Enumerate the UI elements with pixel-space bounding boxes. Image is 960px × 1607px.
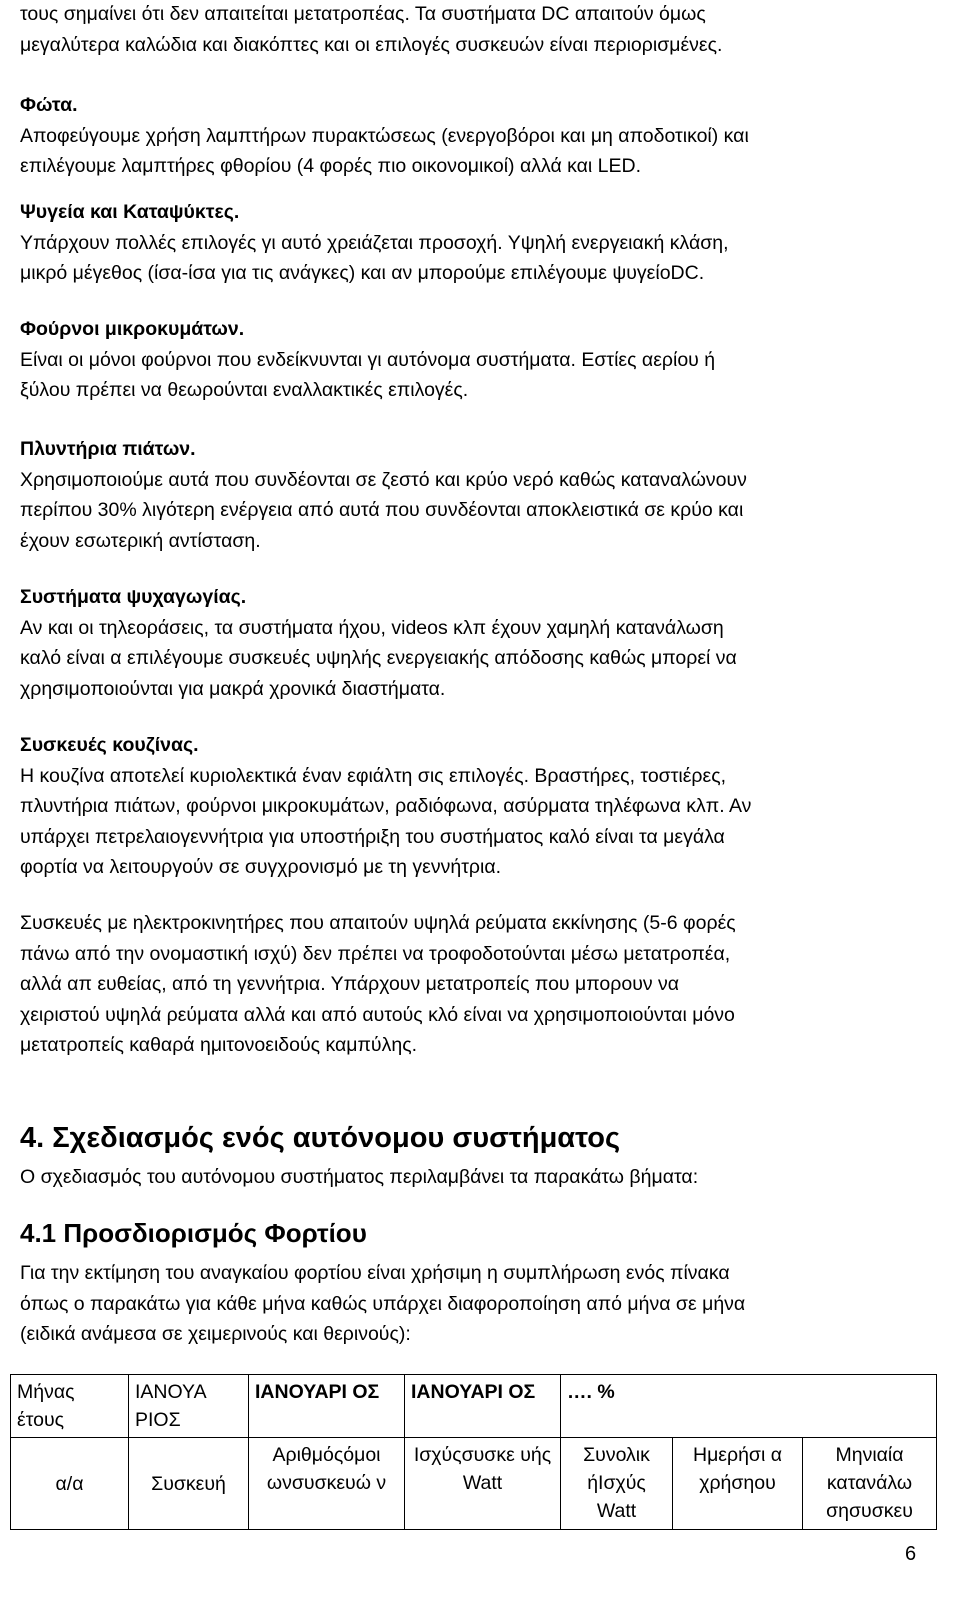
table-row [11,1375,937,1438]
fridges-section [20,197,940,289]
text-line: Αποφεύγουμε χρήση λαμπτήρων πυρακτώσεως (ενεργοβόροι και μη αποδοτικοί) και [20,124,749,147]
text-line: τους σημαίνει ότι δεν απαιτείται μετατροπέας. Τα συστήματα DC απαιτούν όμως [20,3,706,25]
dishwashers-section [20,434,940,556]
motors-paragraph [20,908,940,1061]
section-4-heading: 4. Σχεδιασμός ενός αυτόνομου συστήματος [20,1122,621,1154]
text-line: αλλά απ ευθείας, από τη γεννήτρια. Υπάρχουν μετατροπείς που μπορουν να [20,973,680,995]
section-4-1-heading: 4.1 Προσδιορισμός Φορτίου [20,1218,367,1248]
text-line: όπως ο παρακάτω για κάθε μήνα καθώς υπάρχει διαφοροποίηση από μήνα σε μήνα [20,1292,746,1315]
table-header-cell: Ημερήσι α χρήσηου [673,1438,803,1530]
text-line: πάνω από την ονομαστική ισχύ) δεν πρέπει να τροφοδοτούνται μέσω μετατροπέα, [20,942,731,965]
text-line: Αν και οι τηλεοράσεις, τα συστήματα ήχου, videos κλπ έχουν χαμηλή κατανάλωση [20,616,724,639]
text-line: φορτία να λειτουργούν σε συγχρονισμό με τη γεννήτρια. [20,856,502,878]
table-header-cell: α/α [11,1438,129,1530]
text-line: Για την εκτίμηση του αναγκαίου φορτίου είναι χρήσιμη η συμπλήρωση ενός πίνακα [20,1262,730,1284]
text-line: ξύλου πρέπει να θεωρούνται εναλλακτικές επιλογές. [20,379,469,401]
table-header-cell: Συσκευή [129,1438,249,1530]
text-line: υπάρχει πετρελαιογεννήτρια για υποστήριξη του συστήματος καλό είναι τα μεγάλα [20,825,725,848]
text-line: Ο σχεδιασμός του αυτόνομου συστήματος περιλαμβάνει τα παρακάτω βήματα: [20,1166,699,1188]
load-table [10,1374,937,1530]
text-line: μικρό μέγεθος (ίσα-ίσα για τις ανάγκες) και αν μπορούμε επιλέγουμε ψυγείοDC. [20,262,705,284]
kitchen-section [20,730,940,883]
text-line: έχουν εσωτερική αντίσταση. [20,529,261,552]
text-line: μεγαλύτερα καλώδια και διακόπτες και οι επιλογές συσκευών είναι περιορισμένες. [20,33,723,56]
page-number: 6 [905,1543,917,1565]
text-line: Συσκευές με ηλεκτροκινητήρες που απαιτούν υψηλά ρεύματα εκκίνησης (5-6 φορές [20,912,736,934]
microwaves-section [20,314,940,406]
text-line: μετατροπείς καθαρά ημιτονοειδούς καμπύλης. [20,1034,418,1056]
section-4-intro [20,1162,940,1193]
table-cell: ΙΑΝΟΥΑΡΙ ΟΣ [405,1375,561,1438]
text-line: Η κουζίνα αποτελεί κυριολεκτικά έναν εφιάλτη σις επιλογές. Βραστήρες, τοστιέρες, [20,764,727,787]
table-cell: …. % [561,1375,937,1438]
intro-paragraph [20,0,940,60]
table-header-cell: Μηνιαία κατανάλω σησυσκευ [803,1438,937,1530]
text-line: καλό είναι α επιλέγουμε συσκευές υψηλής ενεργειακής απόδοσης καθώς μπορεί να [20,647,737,669]
lights-section [20,90,940,182]
section-heading: Συσκευές κουζίνας. [20,734,199,756]
table-cell: ΙΑΝΟΥΑΡΙ ΟΣ [249,1375,405,1438]
table-cell: ΙΑΝΟΥΑ ΡΙΟΣ [129,1375,249,1438]
section-heading: Ψυγεία και Καταψύκτες. [20,201,240,223]
text-line: Χρησιμοποιούμε αυτά που συνδέονται σε ζεστό και κρύο νερό καθώς καταναλώνουν [20,468,747,491]
entertainment-section [20,582,940,704]
table-header-cell: Ισχύςσυσκε υής Watt [405,1438,561,1530]
table-cell: Μήνας έτους [11,1375,129,1438]
text-line: χρησιμοποιούνται για μακρά χρονικά διαστήματα. [20,677,446,700]
section-heading: Συστήματα ψυχαγωγίας. [20,586,247,608]
text-line: (ειδικά ανάμεσα σε χειμερινούς και θερινούς): [20,1323,411,1345]
table-header-cell: Αριθμόςόμοι ωνσυσκευώ ν [249,1438,405,1530]
section-heading: Πλυντήρια πιάτων. [20,438,196,460]
text-line: επιλέγουμε λαμπτήρες φθορίου (4 φορές πιο οικονομικοί) αλλά και LED. [20,155,642,177]
text-line: χειριστού υψηλά ρεύματα αλλά και από αυτούς κλό είναι να χρησιμοποιούνται μόνο [20,1003,735,1026]
section-4-1-paragraph [20,1258,940,1350]
text-line: Είναι οι μόνοι φούρνοι που ενδείκνυνται γι αυτόνομα συστήματα. Εστίες αερίου ή [20,348,716,371]
text-line: Υπάρχουν πολλές επιλογές γι αυτό χρειάζεται προσοχή. Υψηλή ενεργειακή κλάση, [20,231,729,254]
table-header-cell: Συνολικ ήΙσχύς Watt [561,1438,673,1530]
table-row [11,1438,937,1530]
section-heading: Φούρνοι μικροκυμάτων. [20,318,245,340]
section-heading: Φώτα. [20,94,78,116]
text-line: πλυντήρια πιάτων, φούρνοι μικροκυμάτων, ραδιόφωνα, ασύρματα τηλέφωνα κλπ. Αν [20,795,752,817]
text-line: περίπου 30% λιγότερη ενέργεια από αυτά που συνδέονται αποκλειστικά σε κρύο και [20,499,744,521]
